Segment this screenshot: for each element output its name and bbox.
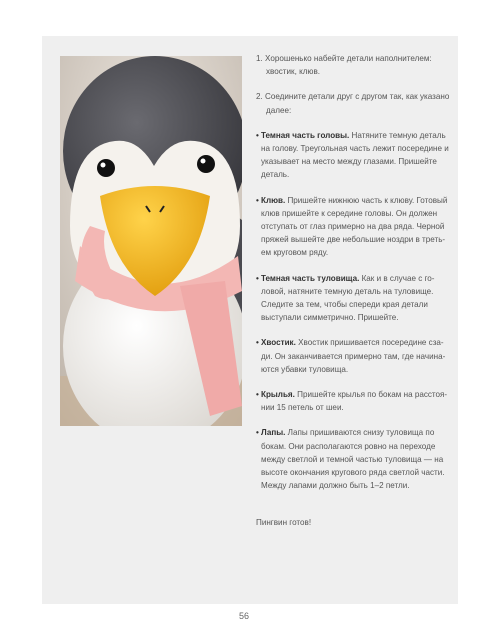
step-1 <box>256 52 452 78</box>
bullet-tail-label: Хвостик. <box>261 338 296 348</box>
penguin-photo <box>60 56 242 426</box>
bullet-wings: • Крылья. Пришейте крылья по бокам на расстоя-нии 15 петель от шеи. <box>256 390 448 413</box>
bullet-tail-text: Хвостик пришивается посередине сза-ди. Он заканчивается примерно там, где начина-ются убавки туловища. <box>261 338 446 374</box>
bullet-head-label: Темная часть головы. <box>261 130 350 140</box>
bullet-feet-label: Лапы. <box>261 428 286 438</box>
step-2 <box>256 90 452 116</box>
bullet-body-text: Как и в случае с го-ловой, натяните темную деталь на туловище. Следите за тем, чтобы спереди края детали выступали симметрично. Пришейте. <box>261 273 435 323</box>
step-1-number: 1. <box>256 54 263 63</box>
page-number: 56 <box>238 611 249 621</box>
bullet-beak: • Клюв. Пришейте нижнюю часть к клюву. Готовый клюв пришейте к середине головы. Он должен отступать от глаз примерно на два ряда. Черной пряжей вышейте две небольшие ноздри в треть-ем круговом ряду. <box>256 195 448 258</box>
bullet-wings-text: Пришейте крылья по бокам на расстоя-нии 15 петель от шеи. <box>261 390 448 413</box>
penguin-illustration <box>60 56 242 426</box>
bullet-wings-label: Крылья. <box>261 390 295 400</box>
bullet-feet: • Лапы. Лапы пришиваются снизу туловища по бокам. Они располагаются ровно на переходе между светлой и темной частью туловища — на высоте окончания кругового ряда светлой части. Между лапами должно быть 1–2 петли. <box>256 428 445 491</box>
instructions-column <box>256 52 452 530</box>
bullet-body-label: Темная часть туловища. <box>261 273 360 283</box>
bullet-feet-text: Лапы пришиваются снизу туловища по бокам. Они располагаются ровно на переходе между светлой и темной частью туловища — на высоте окончания кругового ряда светлой части. Между лапами должно быть 1–2 петли. <box>261 428 445 491</box>
bullet-beak-label: Клюв. <box>261 195 286 205</box>
bullet-beak-text: Пришейте нижнюю часть к клюву. Готовый клюв пришейте к середине головы. Он должен отступать от глаз примерно на два ряда. Черной пряжей вышейте две небольшие ноздри в треть-ем круговом ряду. <box>261 195 448 258</box>
bullet-head: • Темная часть головы. Натяните темную деталь на голову. Треугольная часть лежит посередине и указывает на место между глазами. Пришейте деталь. <box>256 130 449 180</box>
step-1-line-2: хвостик, клюв. <box>266 67 321 77</box>
bullet-tail: • Хвостик. Хвостик пришивается посередине сза-ди. Он заканчивается примерно там, где начина-ются убавки туловища. <box>256 338 446 374</box>
bullet-head-text: Натяните темную деталь на голову. Треугольная часть лежит посередине и указывает на место между глазами. Пришейте деталь. <box>261 130 449 180</box>
step-1-line-1: Хорошенько набейте детали наполнителем: <box>265 54 432 63</box>
step-2-line-1: Соедините детали друг с другом так, как указано <box>265 92 450 102</box>
bullet-body: • Темная часть туловища. Как и в случае с го-ловой, натяните темную деталь на туловище. Следите за тем, чтобы спереди края детали выступали симметрично. Пришейте. <box>256 273 435 323</box>
step-2-line-2: далее: <box>266 105 292 115</box>
step-2-number: 2. <box>256 92 263 102</box>
finale-text: Пингвин готов! <box>256 518 312 528</box>
